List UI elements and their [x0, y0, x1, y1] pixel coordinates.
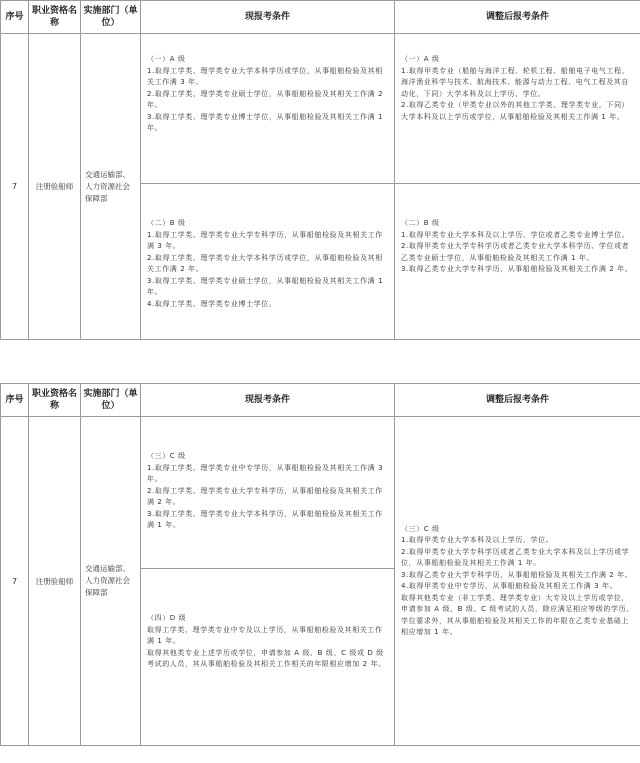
condition-item: 3.取得工学类、理学类专业大学本科学历，从事船舶检验及其相关工作满 1 年。 — [147, 509, 383, 529]
condition-item: 2.取得乙类专业（甲类专业以外的其他工学类、理学类专业，下同）大学本科及以上学历或学位，从事船舶检验及其相关工作满 1 年。 — [401, 101, 630, 121]
condition-item: 1.取得甲类专业（船舶与海洋工程、轮机工程、船舶电子电气工程、海洋渔业科学与技术、航海技术、能源与动力工程、电气工程及其自动化，下同）大学本科及以上学历、学位。 — [401, 66, 630, 98]
header-department: 实施部门（单位） — [81, 1, 141, 34]
level-title: （三）C 级 — [401, 524, 440, 533]
header-qualification: 职业资格名称 — [29, 1, 81, 34]
condition-item: 取得其他类专业上述学历或学位，申请参加 A 级、B 级、C 级或 D 级考试的人员，其从事船舶检验及其相关工作相关的年限相应增加 2 年。 — [147, 648, 386, 668]
level-title: （一）A 级 — [401, 55, 440, 63]
condition-item: 2.取得工学类、理学类专业大学专科学历，从事船舶检验及其相关工作满 2 年。 — [147, 486, 383, 506]
header-current-conditions: 现报考条件 — [141, 384, 395, 417]
header-adjusted-conditions: 调整后报考条件 — [395, 384, 640, 417]
condition-item: 4.取得甲类专业中专学历，从事船舶检验及其相关工作满 3 年。 — [401, 582, 618, 590]
header-seq: 序号 — [1, 384, 29, 417]
requirements-table-1 — [0, 0, 640, 340]
adjusted-a-level — [395, 34, 640, 184]
header-adjusted-conditions: 调整后报考条件 — [395, 1, 640, 34]
department-name: 交通运输部、人力资源社会保障部 — [81, 34, 141, 340]
header-department: 实施部门（单位） — [81, 384, 141, 417]
condition-item: 2.取得甲类专业大学专科学历或者乙类专业大学本科学历、学位或者乙类专业硕士学位，从事船舶检验及其相关工作满 1 年。 — [401, 242, 630, 262]
row-seq: 7 — [1, 34, 29, 340]
current-d-level — [141, 569, 395, 746]
current-c-level — [141, 417, 395, 569]
header-qualification: 职业资格名称 — [29, 384, 81, 417]
condition-item: 1.取得工学类、理学类专业大学专科学历，从事船舶检验及其相关工作满 3 年。 — [147, 230, 383, 250]
header-current-conditions: 现报考条件 — [141, 1, 395, 34]
department-name: 交通运输部、人力资源社会保障部 — [81, 417, 141, 746]
adjusted-c-level — [395, 417, 640, 746]
header-seq: 序号 — [1, 1, 29, 34]
qualification-name: 注册验船师 — [29, 34, 81, 340]
condition-item: 取得工学类、理学类专业中专及以上学历，从事船舶检验及其相关工作满 1 年。 — [147, 625, 383, 645]
current-b-level — [141, 184, 395, 340]
qualification-name: 注册验船师 — [29, 417, 81, 746]
condition-item: 3.取得乙类专业大学专科学历，从事船舶检验及其相关工作满 2 年。 — [401, 265, 633, 273]
current-a-level — [141, 34, 395, 184]
condition-item: 1.取得工学类、理学类专业中专学历，从事船舶检验及其相关工作满 3 年。 — [147, 463, 384, 483]
adjusted-b-level — [395, 184, 640, 340]
level-title: （一）A 级 — [147, 55, 186, 63]
condition-item: 3.取得工学类、理学类专业硕士学位，从事船舶检验及其相关工作满 1 年。 — [147, 276, 384, 296]
level-title: （四）D 级 — [147, 614, 187, 622]
condition-item: 1.取得甲类专业大学本科及以上学历、学位或者乙类专业博士学位。 — [401, 230, 630, 239]
condition-item: 3.取得乙类专业大学专科学历，从事船舶检验及其相关工作满 2 年。 — [401, 570, 633, 579]
condition-item: 2.取得甲类专业大学专科学历或者乙类专业大学本科及以上学历或学位，从事船舶检验及其相关工作满 1 年。 — [401, 547, 630, 567]
level-title: （二）B 级 — [147, 219, 186, 227]
condition-item: 2.取得工学类、理学类专业硕士学位，从事船舶检验及其相关工作满 2 年。 — [147, 89, 384, 109]
condition-item: 取得其他类专业（非工学类、理学类专业）大专及以上学历或学位，申请参加 A 级、B 级、C 级考试的人员，除应满足相应等级的学历、学位要求外，其从事船舶检验及其相关工作的年限在乙类专业基础上相应增加 1 年。 — [401, 593, 634, 636]
condition-item: 1.取得甲类专业大学本科及以上学历、学位。 — [401, 536, 554, 544]
condition-item: 2.取得工学类、理学类专业大学本科学历或学位，从事船舶检验及其相关工作满 2 年。 — [147, 253, 383, 273]
condition-item: 3.取得工学类、理学类专业博士学位，从事船舶检验及其相关工作满 1 年。 — [147, 112, 384, 132]
condition-item: 1.取得工学类、理学类专业大学本科学历或学位，从事船舶检验及其相关工作满 3 年。 — [147, 66, 383, 86]
level-title: （二）B 级 — [401, 219, 440, 227]
row-seq: 7 — [1, 417, 29, 746]
level-title: （三）C 级 — [147, 452, 186, 460]
requirements-table-2 — [0, 383, 640, 746]
condition-item: 4.取得工学类、理学类专业博士学位。 — [147, 299, 277, 308]
